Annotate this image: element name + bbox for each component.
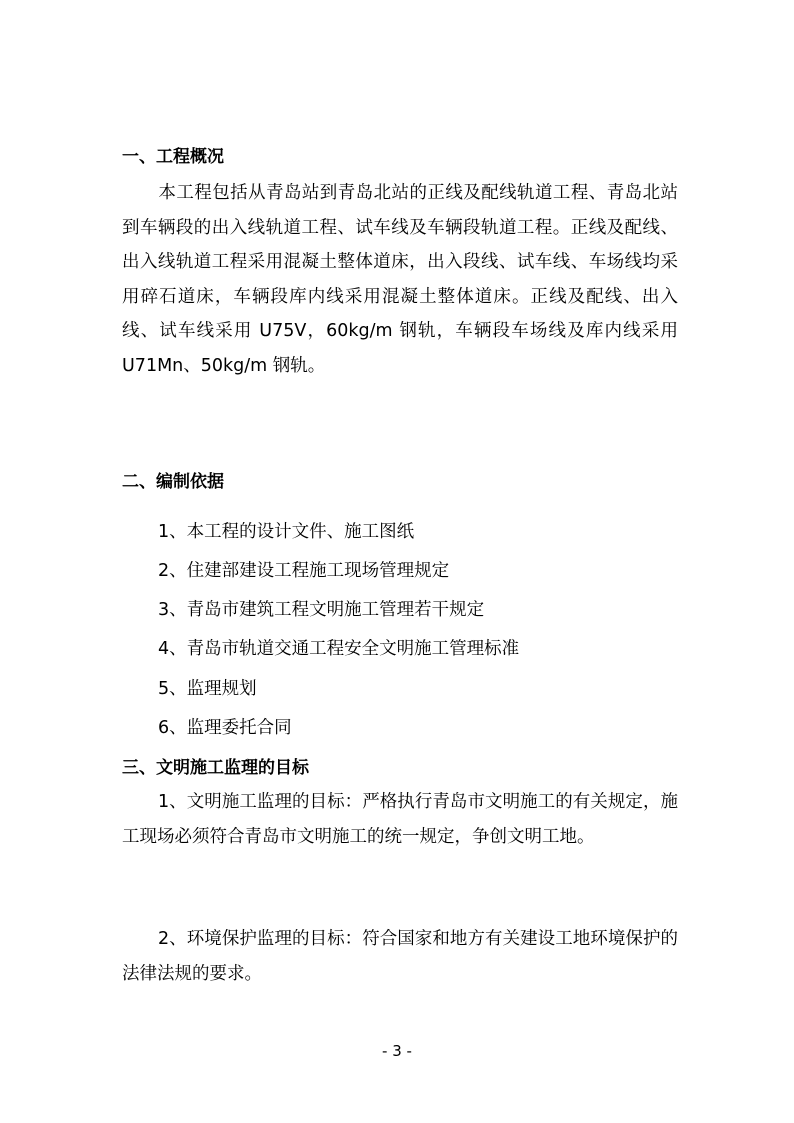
basis-list-item: 5、监理规划 <box>158 679 257 699</box>
goal-paragraph-civilized-text: 1、文明施工监理的目标：严格执行青岛市文明施工的有关规定，施工现场必须符合青岛市文明施工的统一规定，争创文明工地。 <box>122 792 678 847</box>
basis-list-item: 3、青岛市建筑工程文明施工管理若干规定 <box>158 600 485 620</box>
goal-paragraph-environment-text: 2、环境保护监理的目标：符合国家和地方有关建设工地环境保护的法律法规的要求。 <box>122 929 678 984</box>
section-heading-basis: 二、编制依据 <box>122 472 224 492</box>
basis-list-item: 6、监理委托合同 <box>158 718 292 738</box>
overview-paragraph-text: 本工程包括从青岛站到青岛北站的正线及配线轨道工程、青岛北站到车辆段的出入线轨道工程、试车线及车辆段轨道工程。正线及配线、出入线轨道工程采用混凝土整体道床，出入段线、试车线、车场线均采用碎石道床，车辆段库内线采用混凝土整体道床。正线及配线、出入线、试车线采用 U75V，60kg/m 钢轨，车辆段车场线及库内线采用 U71Mn、50kg/m 钢轨。 <box>122 183 678 376</box>
basis-list-item: 1、本工程的设计文件、施工图纸 <box>158 522 415 542</box>
goal-paragraph-civilized <box>122 785 678 854</box>
basis-list-item: 4、青岛市轨道交通工程安全文明施工管理标准 <box>158 639 520 659</box>
page-number: - 3 - <box>382 1042 412 1060</box>
section-heading-overview: 一、工程概况 <box>122 147 224 167</box>
section-heading-goals: 三、文明施工监理的目标 <box>122 758 309 778</box>
basis-list-item: 2、住建部建设工程施工现场管理规定 <box>158 561 450 581</box>
goal-paragraph-environment <box>122 922 678 991</box>
overview-paragraph <box>122 176 678 384</box>
